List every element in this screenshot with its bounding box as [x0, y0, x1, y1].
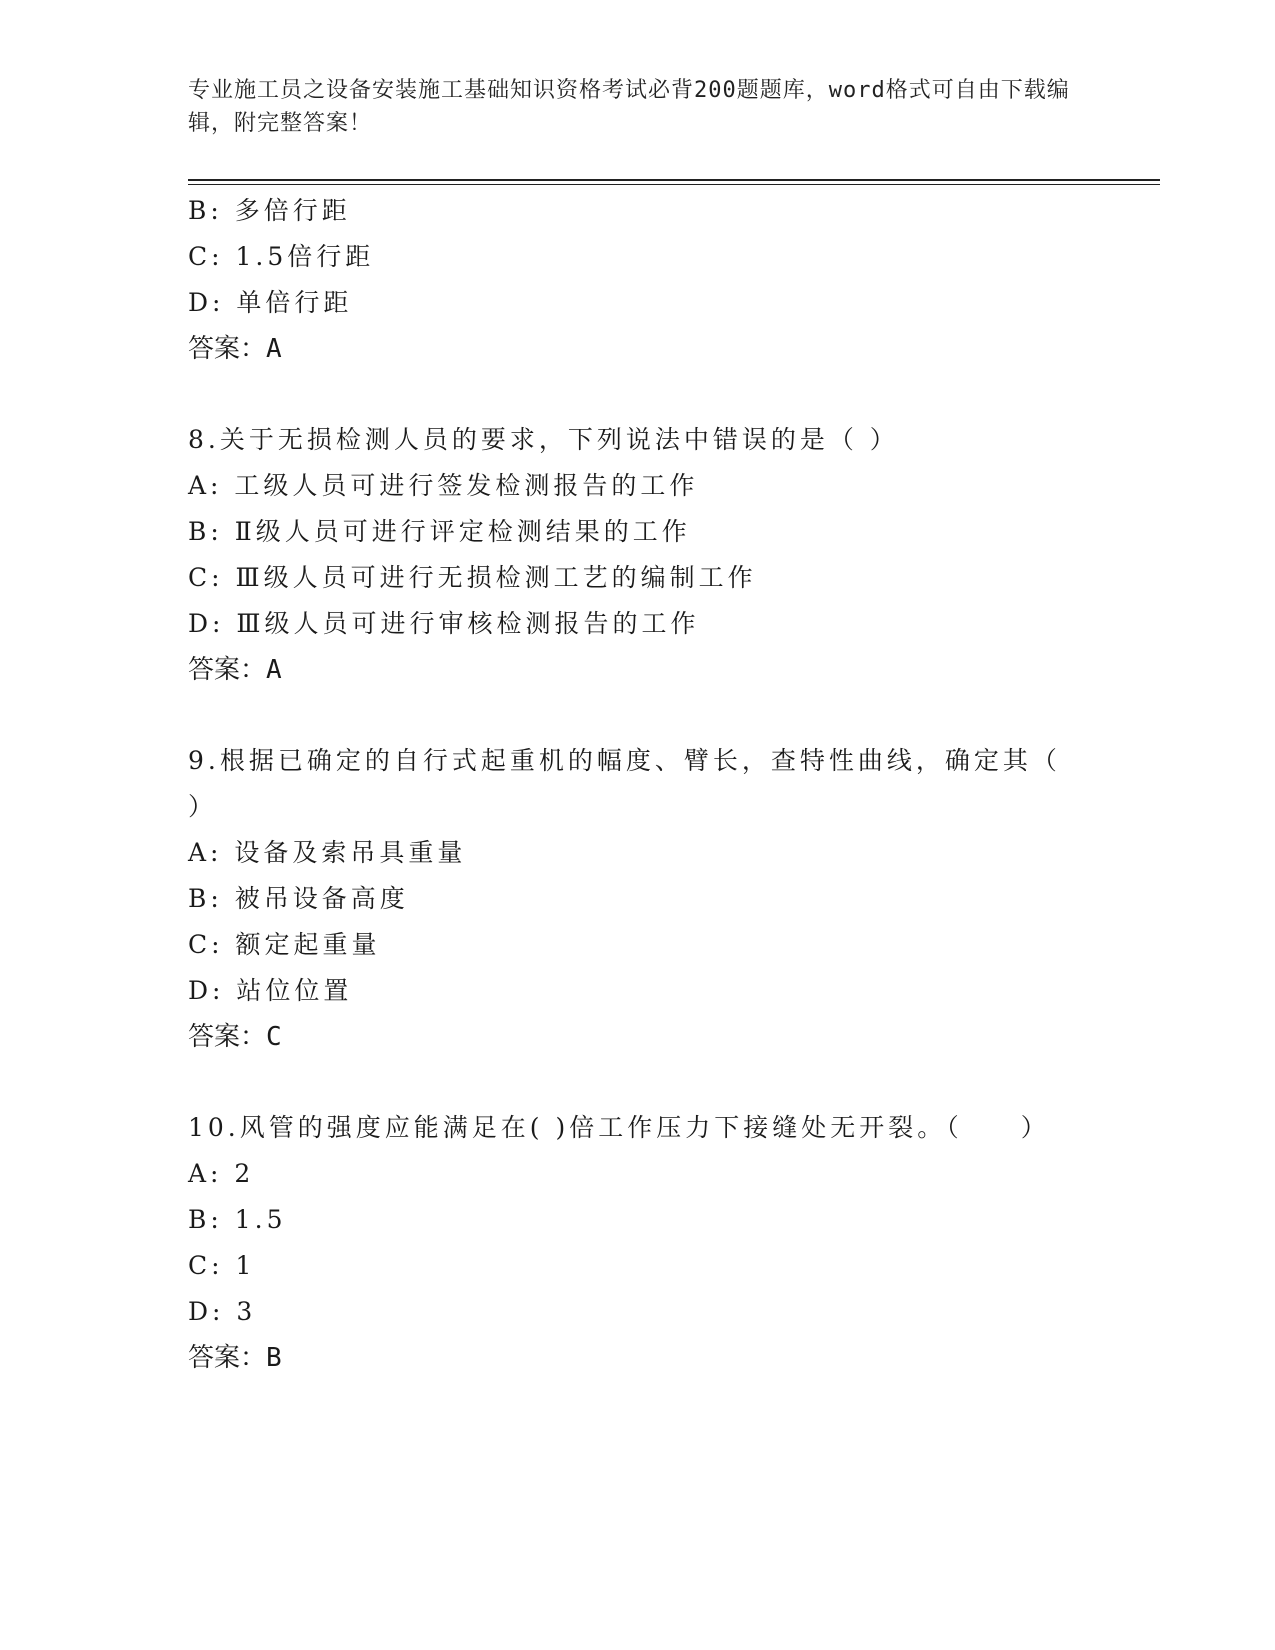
option-c: C: 1	[188, 1251, 256, 1280]
option-a: A: 设备及索吊具重量	[188, 838, 467, 867]
header-divider-thin	[188, 184, 1160, 185]
option-c: C: Ⅲ级人员可进行无损检测工艺的编制工作	[188, 563, 757, 592]
header-divider	[188, 179, 1160, 181]
question-list	[188, 188, 1088, 1381]
header-title: 专业施工员之设备安装施工基础知识资格考试必背200题题库，word格式可自由下载编辑，附完整答案！	[188, 78, 1070, 136]
answer-line: 答案：C	[188, 1022, 282, 1052]
question-block-8	[188, 417, 1088, 693]
question-text: 10.风管的强度应能满足在( )倍工作压力下接缝处无开裂。（ ）	[188, 1113, 1050, 1142]
answer-line: 答案：B	[188, 1343, 282, 1373]
answer-line: 答案：A	[188, 334, 282, 364]
option-d: D: Ⅲ级人员可进行审核检测报告的工作	[188, 609, 700, 638]
answer-line: 答案：A	[188, 655, 282, 685]
option-d: D: 单倍行距	[188, 288, 353, 317]
question-text: 9.根据已确定的自行式起重机的幅度、臂长，查特性曲线，确定其（ ）	[188, 746, 1061, 821]
option-b: B: 被吊设备高度	[188, 884, 409, 913]
option-b: B: 多倍行距	[188, 196, 351, 225]
option-c: C: 1.5倍行距	[188, 242, 375, 271]
option-d: D: 3	[188, 1297, 257, 1326]
option-a: A: 2	[188, 1159, 255, 1188]
question-block-10	[188, 1105, 1088, 1381]
option-b: B: 1.5	[188, 1205, 287, 1234]
question-block-9	[188, 738, 1088, 1060]
document-header	[188, 74, 1088, 140]
question-text: 8.关于无损检测人员的要求，下列说法中错误的是（ ）	[188, 425, 899, 454]
option-c: C: 额定起重量	[188, 930, 381, 959]
option-a: A: 工级人员可进行签发检测报告的工作	[188, 471, 699, 500]
question-block-continued	[188, 188, 1088, 372]
option-d: D: 站位位置	[188, 976, 353, 1005]
option-b: B: Ⅱ级人员可进行评定检测结果的工作	[188, 517, 691, 546]
